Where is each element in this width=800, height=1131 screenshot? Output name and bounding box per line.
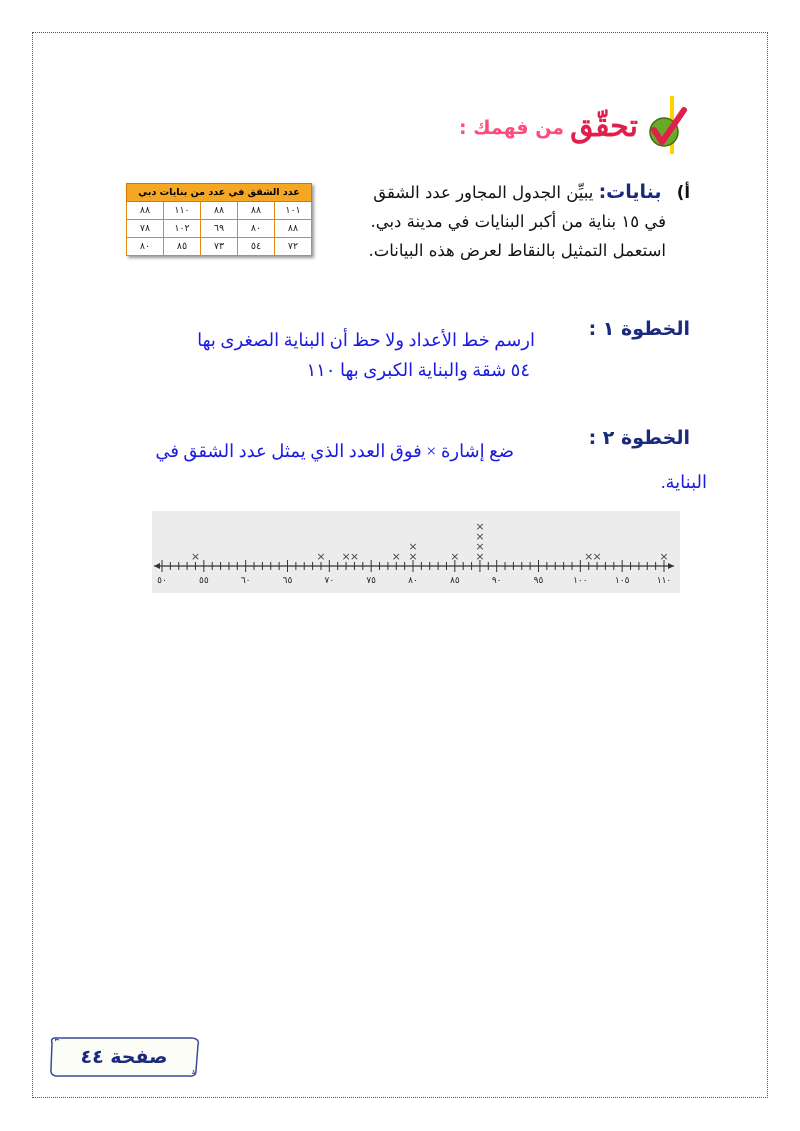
table-cell: ٥٤ <box>238 238 275 256</box>
data-point-x-mark: × <box>475 540 485 553</box>
table-cell: ٨٥ <box>164 238 201 256</box>
tick-label: ٦٠ <box>240 576 251 586</box>
tick-label: ٧٠ <box>324 576 335 586</box>
data-point-x-mark: × <box>475 550 485 563</box>
tick-label: ٧٥ <box>366 576 377 586</box>
check-mark-icon <box>642 96 690 156</box>
check-title: تحقّق <box>570 108 638 144</box>
table-cell: ٧٣ <box>201 238 238 256</box>
tick-label: ٨٠ <box>408 576 418 586</box>
question-text-1: يبيِّن الجدول المجاور عدد الشقق <box>373 183 594 202</box>
data-point-x-mark: × <box>475 530 485 543</box>
table-cell: ٨٨ <box>201 202 238 220</box>
data-point-x-mark: × <box>408 550 418 563</box>
table-cell: ٨٠ <box>238 220 275 238</box>
step-1-text-1: ارسم خط الأعداد ولا حظ أن البناية الصغرى بها <box>197 330 535 350</box>
step-1-heading: الخطوة ١ : <box>588 318 690 340</box>
data-point-x-mark: × <box>659 550 669 563</box>
data-point-x-mark: × <box>584 550 594 563</box>
table-row <box>127 220 312 238</box>
table-cell: ١١٠ <box>164 202 201 220</box>
data-point-x-mark: × <box>408 540 418 553</box>
question-letter: أ) <box>676 183 690 202</box>
data-point-x-mark: × <box>190 550 201 563</box>
dot-plot <box>152 511 680 593</box>
tick-label: ٩٠ <box>491 576 502 586</box>
page-number-badge <box>46 1035 202 1079</box>
axis-arrow-left <box>154 563 160 569</box>
table-row <box>127 238 312 256</box>
apartments-table <box>126 183 312 256</box>
question-line-1 <box>330 178 690 207</box>
tick-label: ١٠٠ <box>573 576 588 586</box>
step-1-text-2: ٥٤ شقة والبناية الكبرى بها ١١٠ <box>306 360 530 380</box>
tick-label: ١٠٥ <box>614 576 630 586</box>
tick-label: ١١٠ <box>656 576 672 586</box>
tick-label: ٦٥ <box>282 576 293 586</box>
table-cell: ١٠٢ <box>164 220 201 238</box>
question-block <box>330 178 690 265</box>
table-title: عدد الشقق في عدد من بنايات دبي <box>127 184 312 202</box>
table-cell: ٨٠ <box>127 238 164 256</box>
table-cell: ١٠١ <box>275 202 312 220</box>
table-cell: ٧٨ <box>127 220 164 238</box>
data-point-x-mark: × <box>341 550 351 563</box>
table-cell: ٨٨ <box>238 202 275 220</box>
table-cell: ٦٩ <box>201 220 238 238</box>
data-point-x-mark: × <box>475 520 485 533</box>
table-cell: ٨٨ <box>275 220 312 238</box>
question-label: بنايات: <box>598 181 662 203</box>
step-2-text-1: ضع إشارة × فوق العدد الذي يمثل عدد الشقق في <box>155 441 514 461</box>
data-point-x-mark: × <box>592 550 602 563</box>
data-point-x-mark: × <box>349 550 360 563</box>
tick-label: ٨٥ <box>449 576 460 586</box>
tick-label: ٥٠ <box>157 576 167 586</box>
question-text-2: في ١٥ بناية من أكبر البنايات في مدينة دبي. <box>370 212 666 231</box>
step-2-heading: الخطوة ٢ : <box>588 427 690 449</box>
tick-label: ٩٥ <box>533 576 544 586</box>
table-row <box>127 202 312 220</box>
table-cell: ٨٨ <box>127 202 164 220</box>
data-point-x-mark: × <box>391 550 401 563</box>
step-2-text-2: البناية. <box>661 472 707 492</box>
check-subtitle: من فهمك : <box>458 117 565 139</box>
table-cell: ٧٢ <box>275 238 312 256</box>
dot-plot-svg <box>152 511 680 593</box>
question-text-3: استعمل التمثيل بالنقاط لعرض هذه البيانات. <box>368 241 666 260</box>
data-point-x-mark: × <box>316 550 326 563</box>
data-point-x-mark: × <box>450 550 460 563</box>
page-number: صفحة ٤٤ <box>80 1046 168 1068</box>
axis-arrow-right <box>668 563 674 569</box>
check-understanding-header <box>459 96 690 156</box>
tick-label: ٥٥ <box>198 576 209 586</box>
